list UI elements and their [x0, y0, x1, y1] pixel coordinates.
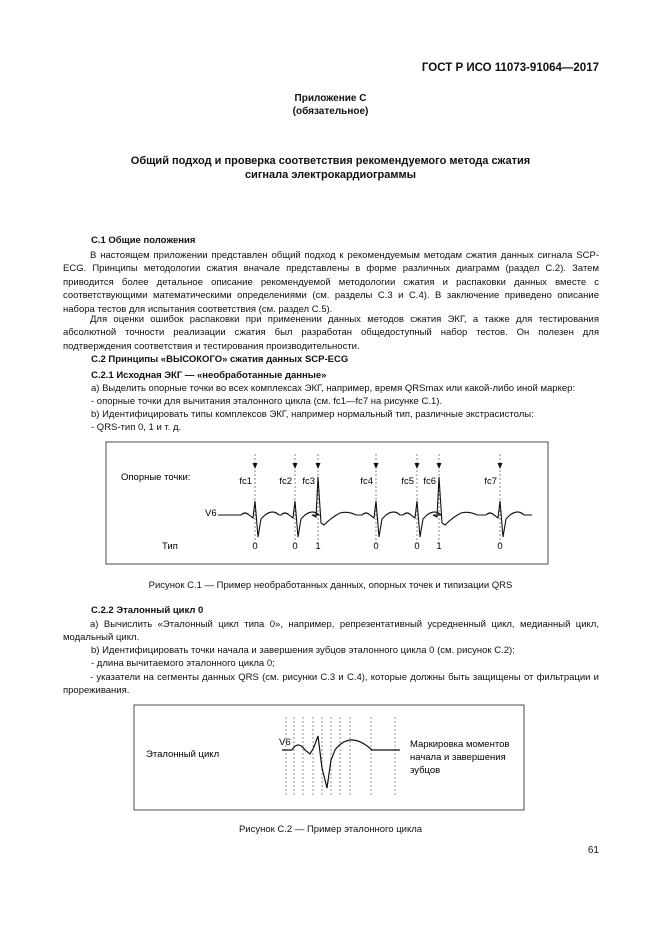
figure-c1-point-label: fc5 [401, 476, 414, 487]
figure-c1-type-label: 1 [315, 541, 321, 552]
figure-c1-type-label: 1 [436, 541, 442, 552]
figure-c1-point-label: fc7 [484, 476, 497, 487]
figure-c1-point-label: fc6 [423, 476, 436, 487]
figure-c1-point-label: fc2 [279, 476, 292, 487]
c22-item-b1: - длина вычитаемого эталонного цикла 0; [91, 658, 275, 669]
c21-item-a: a) Выделить опорные точки во всех комплексах ЭКГ, например, время QRSmax или какой-либо иной маркер: [91, 383, 576, 394]
section-c21-heading: С.2.1 Исходная ЭКГ — «необработанные данные» [91, 370, 327, 381]
figure-c1-label-type: Тип [162, 541, 178, 552]
c21-item-b1: - QRS-тип 0, 1 и т. д. [91, 422, 182, 433]
figure-c1-caption: Рисунок С.1 — Пример необработанных данных, опорных точек и типизации QRS [148, 580, 513, 591]
annex-status: (обязательное) [292, 106, 369, 117]
page-number: 61 [587, 845, 599, 856]
figure-c2-label-lead: V6 [279, 737, 291, 748]
figure-c1-type-label: 0 [252, 541, 258, 552]
c21-item-a1: - опорные точки для вычитания эталонного цикла (см. fc1—fc7 на рисунке С.1). [91, 396, 443, 407]
c22-item-b: b) Идентифицировать точки начала и завершения зубцов эталонного цикла 0 (см. рисунок С.2): [91, 645, 515, 656]
figure-c2-label-marks-2: начала и завершения [410, 752, 506, 763]
document-header: ГОСТ Р ИСО 11073-91064—2017 [421, 62, 599, 74]
main-title-line-1: Общий подход и проверка соответствия рекомендуемого метода сжатия [130, 155, 531, 167]
figure-c2-marks [286, 717, 395, 796]
section-c2-heading: С.2 Принципы «ВЫСОКОГО» сжатия данных SCP-ECG [91, 354, 349, 365]
annex-title: Приложение С [294, 93, 367, 104]
figure-c1-point-label: fc1 [239, 476, 252, 487]
figure-c2-label-marks-1: Маркировка моментов [410, 739, 510, 750]
figure-c1-type-label: 0 [292, 541, 298, 552]
c1-p2-text: Для оценки ошибок распаковки при применении данных методов сжатия ЭКГ, а также для тестирования абсолютной точности реализации сжатия был разработан общедоступный набор тестов. Он полезен для подтверждения соответствия и тестирования производительности. [63, 314, 599, 352]
figure-c2-label-cycle: Эталонный цикл [146, 749, 220, 760]
c22-a-text: a) Вычислить «Эталонный цикл типа 0», например, репрезентативный усредненный цикл, медианный цикл, модальный цикл. [63, 619, 599, 644]
figure-c1-type-label: 0 [373, 541, 379, 552]
figure-c1-type-label: 0 [497, 541, 503, 552]
figure-c1-point-label: fc4 [360, 476, 373, 487]
section-c22-heading: С.2.2 Эталонный цикл 0 [91, 605, 204, 616]
section-c1-heading: С.1 Общие положения [91, 235, 196, 246]
c22-b2-text: - указатели на сегменты данных QRS (см. рисунки С.3 и С.4), которые должны быть защищены от фильтрации и прореживания. [63, 672, 599, 697]
figure-c2-ecg-trace [282, 736, 400, 788]
main-title-line-2: сигнала электрокардиограммы [244, 169, 417, 181]
figure-c2-label-marks-3: зубцов [410, 765, 441, 776]
c21-item-b: b) Идентифицировать типы комплексов ЭКГ, например нормальный тип, различные экстрасистолы: [91, 409, 534, 420]
c1-p1-text: В настоящем приложении представлен общий подход к рекомендуемым методам сжатия данных сигнала SCP-ECG. Принципы методологии сжатия вначале представлены в форме различных диаграмм (раздел С.2). Затем приводится более детальное описание рекомендуемой методологии сжатия и распаковки данных вместе с соответствующими математическими определениями (см. разделы С.3 и С.4). В заключение приведено описание набора тестов для испытания соответствия (см. раздел С.5). [63, 250, 599, 315]
figure-c1-point-label: fc3 [302, 476, 315, 487]
figure-c1-label-points: Опорные точки: [121, 472, 191, 483]
figure-c1-label-lead: V6 [205, 508, 217, 519]
figure-c2-caption: Рисунок С.2 — Пример эталонного цикла [238, 824, 423, 835]
figure-c1-type-label: 0 [414, 541, 420, 552]
